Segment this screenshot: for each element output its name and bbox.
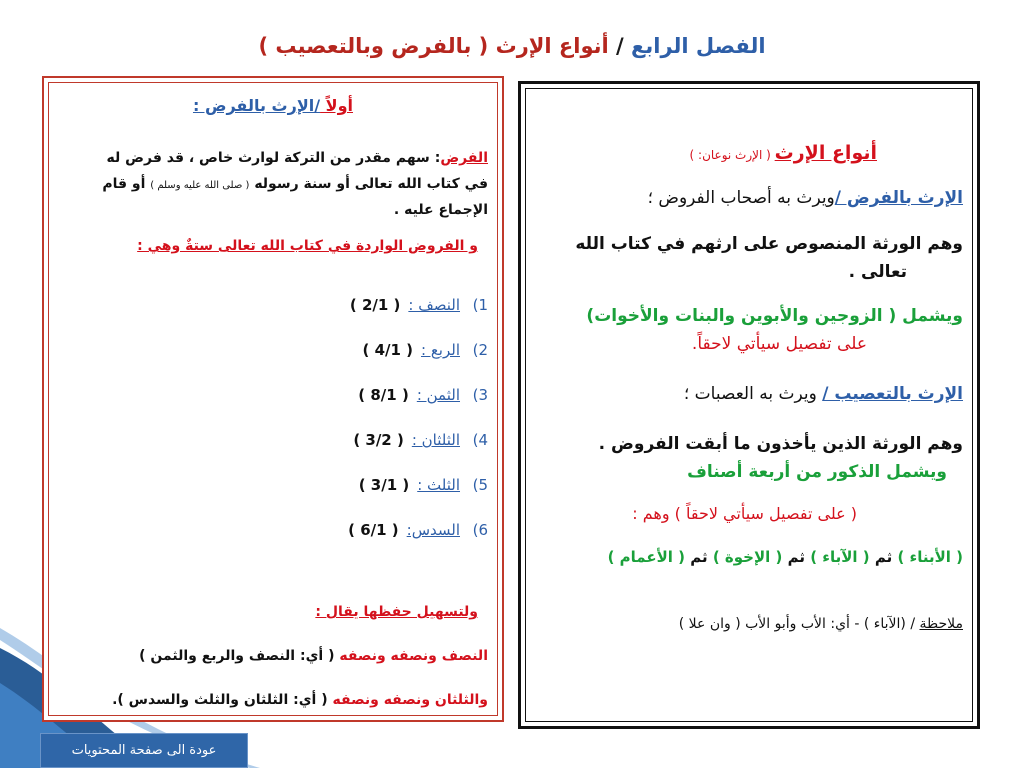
share-item <box>359 476 488 494</box>
types-panel <box>518 81 980 729</box>
fard-heading-rest: /الإرث بالفرض : <box>192 96 321 115</box>
title-chapter: الفصل الرابع <box>631 34 766 58</box>
fard-type-line2: وهم الورثة المنصوص على ارثهم في كتاب الله <box>575 234 963 254</box>
memo2-black: ( أي: الثلثان والثلث والسدس ). <box>112 692 333 708</box>
note-text: / (الآباء ) - أي: الأب وأبو الأب ( وان علا ) <box>678 616 920 632</box>
share-name: الثلثان : <box>411 431 460 449</box>
tasib-type-title: الإرث بالتعصيب / <box>822 384 963 404</box>
fard-definition-line2 <box>54 176 488 192</box>
tasib-type-line2: وهم الورثة الذين يأخذون ما أبقت الفروض . <box>598 434 963 454</box>
memo1-black: ( أي: النصف والربع والثمن ) <box>139 648 340 664</box>
share-value: ( 2/1 ) <box>349 296 401 314</box>
tasib-includes-green: ويشمل الذكور من أربعة أصناف <box>687 462 947 482</box>
types-heading-note: ( الإرث نوعان: ) <box>689 148 775 162</box>
share-number: 5) <box>472 476 488 494</box>
title-topic: أنواع الإرث ( بالفرض وبالتعصيب ) <box>258 34 609 58</box>
share-name: السدس: <box>406 521 460 539</box>
memo2-red: والثلثان ونصفه ونصفه <box>332 692 488 708</box>
fard-def-text1: سهم مقدر من التركة لوارث خاص ، قد فرض له <box>106 150 430 166</box>
class-item: ( الأعمام ) <box>607 548 685 566</box>
class-item: ثم <box>684 548 713 566</box>
class-item: ثم <box>869 548 898 566</box>
fard-includes-green: ويشمل ( الزوجين والأبوين والبنات والأخوات) <box>586 306 963 326</box>
share-number: 1) <box>472 296 488 314</box>
note-line <box>531 616 963 632</box>
share-number: 4) <box>472 431 488 449</box>
back-to-contents-button[interactable]: عودة الى صفحة المحتويات <box>40 733 248 768</box>
share-item <box>348 521 488 539</box>
share-value: ( 8/1 ) <box>358 386 409 404</box>
share-value: ( 6/1 ) <box>348 521 399 539</box>
fard-term: الفرض <box>440 150 488 166</box>
fard-heading-first: أولاً <box>320 96 353 115</box>
page-title <box>0 34 1024 58</box>
share-item <box>353 431 488 449</box>
share-name: الثلث : <box>417 476 460 494</box>
fard-def-salawat: ( صلى الله عليه وسلم ) <box>150 180 250 191</box>
share-name: النصف : <box>408 296 460 314</box>
note-label: ملاحظة <box>919 616 963 632</box>
tasib-type-line <box>531 384 963 404</box>
memo1-red: النصف ونصفه ونصفه <box>339 648 488 664</box>
share-name: الثمن : <box>416 386 460 404</box>
share-item <box>350 296 488 314</box>
fard-colon: : <box>429 150 441 166</box>
share-number: 6) <box>472 521 488 539</box>
types-heading-title: أنواع الإرث <box>774 142 877 164</box>
share-item <box>362 341 488 359</box>
tasib-classes <box>531 548 963 566</box>
tasib-includes-red: ( على تفصيل سيأتي لاحقاً ) وهم : <box>632 504 857 523</box>
class-item: ( الأبناء ) <box>897 548 963 566</box>
tasib-type-desc: ويرث به العصبات ؛ <box>683 384 823 404</box>
fard-type-line <box>531 188 963 208</box>
fard-definition-line3 <box>54 202 488 218</box>
share-value: ( 3/1 ) <box>358 476 410 494</box>
share-value: ( 4/1 ) <box>362 341 413 359</box>
fard-def-text2-end: أو قام <box>102 176 151 192</box>
shares-heading: و الفروض الواردة في كتاب الله تعالى ستةٌ وهي : <box>137 238 478 254</box>
fard-panel <box>42 76 504 722</box>
types-heading <box>531 142 877 164</box>
fard-definition-line1 <box>54 150 488 166</box>
share-item <box>358 386 488 404</box>
class-item: ( الآباء ) <box>810 548 870 566</box>
fard-type-line3: تعالى . <box>848 262 907 282</box>
share-number: 2) <box>472 341 488 359</box>
share-name: الربع : <box>421 341 460 359</box>
share-number: 3) <box>472 386 488 404</box>
class-item: ( الإخوة ) <box>712 548 783 566</box>
memo-line2 <box>54 692 488 708</box>
fard-def-text2: في كتاب الله تعالى أو سنة رسوله <box>254 176 488 192</box>
title-separator: / <box>608 34 632 58</box>
fard-type-title: الإرث بالفرض / <box>834 188 963 208</box>
memo-line1 <box>54 648 488 664</box>
share-value: ( 3/2 ) <box>353 431 404 449</box>
fard-type-desc: ويرث به أصحاب الفروض ؛ <box>647 188 835 208</box>
fard-includes-red: على تفصيل سيأتي لاحقاً. <box>691 334 867 354</box>
fard-def-text3: الإجماع عليه . <box>393 202 488 218</box>
class-item: ثم <box>782 548 811 566</box>
memorize-heading: ولتسهيل حفظها يقال : <box>315 604 478 620</box>
fard-heading <box>124 96 422 115</box>
